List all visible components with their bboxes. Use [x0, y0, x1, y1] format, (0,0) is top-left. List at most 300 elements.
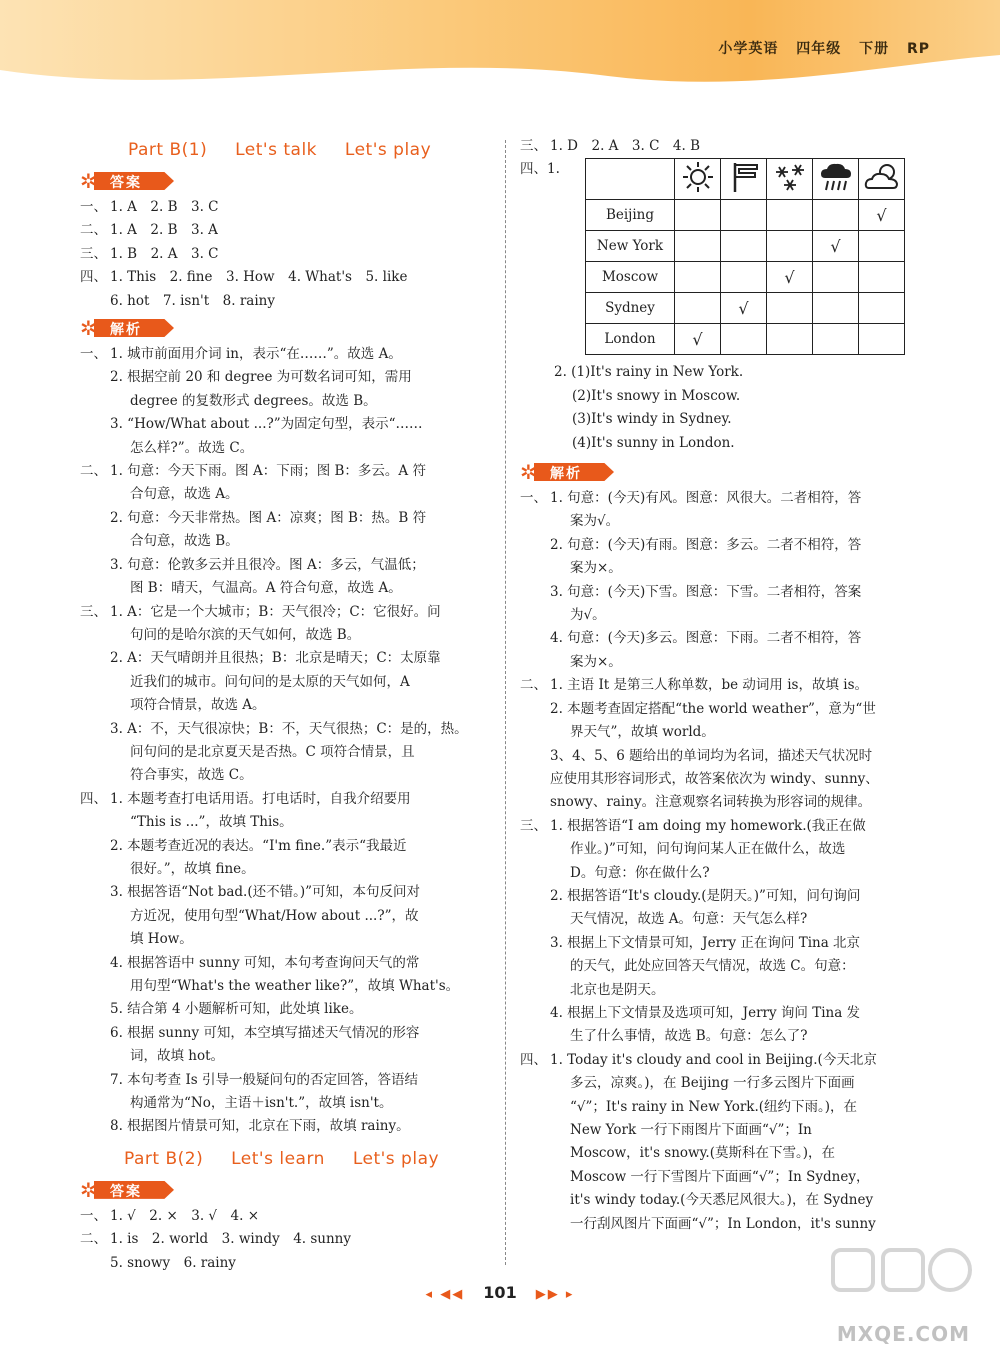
weather-cell	[859, 262, 905, 293]
line-text: 3. 根据上下文情景可知，Jerry 正在询问 Tina 北京	[550, 934, 861, 951]
line-text: 问句问的是北京夏天是否热。C 项符合情景，且	[130, 743, 415, 760]
text-line	[520, 1166, 935, 1189]
line-text: 案为×。	[570, 653, 622, 670]
grade-label: 四年级	[796, 41, 842, 57]
text-line	[80, 266, 495, 289]
line-text: it's windy today.(今天悉尼风很大。)，在 Sydney	[570, 1192, 874, 1209]
section-label: 一、	[80, 199, 107, 215]
text-line	[520, 1213, 935, 1236]
line-text: 北京也是阴天。	[570, 981, 665, 998]
text-line	[520, 698, 935, 721]
line-text: 2. A：天气晴朗并且很热；B：北京是晴天；C：太原靠	[110, 650, 441, 667]
section-label	[80, 975, 110, 998]
subject-label: 小学英语	[718, 41, 779, 57]
text-line	[80, 219, 495, 242]
section-label	[80, 624, 110, 647]
weather-cell	[767, 293, 813, 324]
table-row	[586, 324, 905, 355]
line-text: 7. 本句考查 Is 引导一般疑问句的否定回答，答语结	[110, 1071, 419, 1088]
section-label: 四、	[80, 269, 107, 286]
weather-cell	[767, 200, 813, 231]
text-line	[520, 791, 935, 814]
line-text: 天气情况，故选 A。句意：天气怎么样?	[570, 911, 808, 928]
sunny-icon	[675, 159, 721, 200]
weather-cell	[675, 324, 721, 355]
page-number: 101	[483, 1283, 517, 1302]
section-label	[80, 483, 110, 506]
weather-cell	[813, 324, 859, 355]
section-label	[520, 1189, 550, 1212]
line-text: 2. 本题考查近况的表达。“I'm fine.”表示“我最近	[110, 837, 407, 854]
line-text: 图 B：晴天，气温高。A 符合句意，故选 A。	[130, 580, 402, 597]
section-label	[80, 577, 110, 600]
line-text: 多云，凉爽。)，在 Beijing 一行多云图片下面画	[570, 1075, 855, 1092]
answer-line: (4)It's sunny in London.	[572, 434, 735, 451]
text-line	[520, 651, 935, 674]
section-label: 四、	[520, 1051, 547, 1068]
table-row	[586, 262, 905, 293]
line-text: 2. 根据空前 20 和 degree 为可数名词可知，需用	[110, 369, 412, 386]
section-label	[520, 510, 550, 533]
section-label	[80, 671, 110, 694]
text-line	[80, 1205, 495, 1228]
text-line	[520, 627, 935, 650]
table-row	[586, 200, 905, 231]
rainy-icon	[813, 159, 859, 200]
line-text: 2. 根据答语“It's cloudy.(是阴天。)”可知，问句询问	[550, 887, 861, 904]
section-label	[520, 1119, 550, 1142]
text-line	[520, 534, 935, 557]
tag-icon: ✲	[520, 460, 537, 485]
section-label	[520, 1072, 550, 1095]
column-divider	[505, 140, 506, 1265]
line-text: New York 一行下雨图片下面画“√”；In	[570, 1122, 812, 1138]
check-mark: √	[738, 298, 749, 318]
text-line	[520, 838, 935, 861]
section-label	[80, 647, 110, 670]
line-text: 合句意，故选 A。	[130, 486, 239, 503]
text-line	[520, 955, 935, 978]
text-line	[80, 1115, 495, 1138]
line-text: 1. B 2. A 3. C	[110, 245, 219, 262]
answer-tag: ✲ 答案	[80, 170, 112, 192]
answers-b1	[80, 196, 495, 313]
section-label	[80, 1092, 110, 1115]
line-text: 5. snowy 6. rainy	[110, 1254, 236, 1271]
section-label	[520, 1025, 550, 1048]
section-label: 一、	[80, 346, 107, 363]
line-text: 6. hot 7. isn't 8. rainy	[110, 292, 275, 309]
weather-cell	[813, 231, 859, 262]
weather-cell	[859, 231, 905, 262]
text-line	[80, 1252, 495, 1275]
text-line	[80, 952, 495, 975]
city-cell: Moscow	[586, 262, 675, 293]
line-text: 界天气”，故填 world。	[570, 724, 715, 741]
text-line	[80, 694, 495, 717]
text-line	[520, 908, 935, 931]
banner-wave	[0, 50, 1000, 110]
text-line	[520, 885, 935, 908]
tag-icon: ✲	[80, 169, 97, 193]
prev-arrows: ◂ ◀◀	[425, 1287, 465, 1302]
line-text: 用句型“What's the weather like?”，故填 What's。	[130, 978, 460, 994]
section-label	[520, 955, 550, 978]
section-label: 四、	[80, 790, 107, 807]
text-line	[80, 1022, 495, 1045]
weather-cell	[675, 231, 721, 262]
section-label	[520, 885, 550, 908]
text-line	[80, 624, 495, 647]
weather-cell	[721, 324, 767, 355]
section-label	[80, 290, 110, 313]
text-line	[80, 343, 495, 366]
text-line	[80, 530, 495, 553]
text-line	[80, 366, 495, 389]
line-text: 1. √ 2. × 3. √ 4. ×	[110, 1207, 260, 1224]
text-line	[520, 1096, 935, 1119]
windy-icon	[721, 159, 767, 200]
text-line	[80, 764, 495, 787]
text-line	[80, 788, 495, 811]
section-label	[80, 1022, 110, 1045]
weather-cell	[767, 231, 813, 262]
watermark-text: MXQE.COM	[836, 1322, 970, 1346]
line-text: 2. 句意：(今天)有雨。图意：多云。二者不相符，答	[550, 536, 862, 553]
text-line	[520, 862, 935, 885]
weather-cell	[859, 200, 905, 231]
text-line	[80, 243, 495, 266]
text-line	[80, 577, 495, 600]
section-label	[80, 1115, 110, 1138]
line-text: 1. 句意：今天下雨。图 A：下雨；图 B：多云。A 符	[110, 463, 426, 480]
line-text: 1. 主语 It 是第三人称单数，be 动词用 is，故填 is。	[550, 677, 869, 694]
weather-cell	[859, 293, 905, 324]
line-text: 2. 本题考查固定搭配“the world weather”，意为“世	[550, 700, 876, 717]
text-line	[80, 196, 495, 219]
city-cell: London	[586, 324, 675, 355]
line-text: 句问的是哈尔滨的天气如何，故选 B。	[130, 626, 361, 643]
text-line	[520, 581, 935, 604]
line-text: 近我们的城市。问句问的是太原的天气如何，A	[130, 673, 410, 690]
weather-cell	[813, 200, 859, 231]
section-label	[80, 928, 110, 951]
text-line	[80, 647, 495, 670]
section-label	[520, 908, 550, 931]
line-text: 生了什么事情，故选 B。句意：怎么了?	[570, 1028, 808, 1045]
text-line	[80, 811, 495, 834]
line-text: 1. A 2. B 3. C	[110, 199, 219, 215]
section-label	[520, 534, 550, 557]
icon-row	[586, 159, 905, 200]
section-label	[520, 1002, 550, 1025]
text-line	[520, 135, 935, 158]
section-label: 三、	[520, 817, 547, 834]
line-text: 方近况，使用句型“What/How about ...?”，故	[130, 907, 419, 924]
text-line	[520, 1119, 935, 1142]
text-line	[80, 290, 495, 313]
section-label	[520, 768, 550, 791]
text-line	[80, 507, 495, 530]
line-text: 合句意，故选 B。	[130, 533, 239, 550]
section-label	[80, 764, 110, 787]
part-title-play: Let's play	[352, 1148, 440, 1169]
line-text: 1. 城市前面用介词 in，表示“在……”。故选 A。	[110, 346, 402, 363]
analysis-right	[520, 487, 935, 1236]
section-label: 三、	[80, 245, 107, 262]
part-b1-title	[128, 140, 495, 160]
line-text: 1. 句意：(今天)有风。图意：风很大。二者相符，答	[550, 490, 862, 507]
line-text: snowy、rainy。注意观察名词转换为形容词的规律。	[550, 794, 872, 811]
text-line	[520, 745, 935, 768]
line-text: 符合事实，故选 C。	[130, 767, 253, 784]
text-line	[520, 557, 935, 580]
line-text: 1. A：它是一个大城市；B：天气很冷；C：它很好。问	[110, 603, 441, 620]
weather-cell	[721, 293, 767, 324]
line-text: 1. is 2. world 3. windy 4. sunny	[110, 1231, 352, 1248]
table-label: 四、1.	[520, 161, 560, 178]
text-line	[520, 815, 935, 838]
section-label	[520, 1096, 550, 1119]
line-text: 填 How。	[130, 931, 193, 948]
section-label	[80, 905, 110, 928]
section-label	[520, 698, 550, 721]
part-b2-title	[124, 1149, 495, 1169]
header-info	[706, 38, 930, 58]
part-title-part: Part B(1)	[128, 140, 208, 160]
text-line	[80, 881, 495, 904]
text-line	[80, 905, 495, 928]
text-line	[520, 932, 935, 955]
weather-cell	[675, 293, 721, 324]
section-label: 三、	[520, 138, 547, 154]
analysis-tag: ✲ 解析	[80, 317, 112, 339]
line-text: “This is ...”，故填 This。	[130, 814, 293, 831]
text-line	[80, 858, 495, 881]
section-label	[80, 554, 110, 577]
line-text: 1. A 2. B 3. A	[110, 222, 218, 239]
text-line	[520, 1049, 935, 1072]
analysis-b1	[80, 343, 495, 1139]
line-text: 3. 句意：伦敦多云并且很冷。图 A：多云，气温低；	[110, 556, 425, 573]
empty-corner	[586, 159, 675, 200]
line-text: 案为×。	[570, 560, 622, 577]
answers-b2	[80, 1205, 495, 1275]
section-label	[80, 507, 110, 530]
section-label	[520, 862, 550, 885]
line-text: 1. This 2. fine 3. How 4. What's 5. like	[110, 269, 408, 286]
section-label	[80, 694, 110, 717]
section-label	[80, 741, 110, 764]
section-label	[520, 1166, 550, 1189]
answer-line: (2)It's snowy in Moscow.	[572, 387, 741, 404]
text-line	[80, 998, 495, 1021]
text-line	[80, 554, 495, 577]
section-label	[520, 651, 550, 674]
check-mark: √	[830, 236, 841, 256]
text-line	[80, 1045, 495, 1068]
line-text: 6. 根据 sunny 可知，本空填写描述天气情况的形容	[110, 1024, 420, 1041]
next-arrows: ▶▶ ▸	[535, 1287, 575, 1302]
section-label	[520, 791, 550, 814]
line-text: 3. 句意：(今天)下雪。图意：下雪。二者相符，答案	[550, 583, 862, 600]
line-text: 一行刮风图片下面画“√”；In London，it's sunny	[570, 1215, 876, 1232]
section-label	[80, 530, 110, 553]
line-text: 1. 根据答语“I am doing my homework.(我正在做	[550, 817, 866, 834]
line-text: Moscow，it's snowy.(莫斯科在下雪。)，在	[570, 1145, 836, 1162]
section-label	[520, 604, 550, 627]
line-text: 很好。”，故填 fine。	[130, 860, 255, 877]
line-text: 3. “How/What about ...?”为固定句型，表示“……	[110, 416, 423, 433]
check-mark: √	[876, 205, 887, 225]
line-text: 3、4、5、6 题给出的单词均为名词，描述天气状况时	[550, 747, 873, 764]
line-text: 4. 句意：(今天)多云。图意：下雨。二者不相符，答	[550, 630, 862, 647]
line-text: 为√。	[570, 607, 606, 624]
text-line	[80, 601, 495, 624]
section-label	[80, 952, 110, 975]
answer-tag: ✲ 答案	[80, 1179, 112, 1201]
weather-cell	[859, 324, 905, 355]
text-line	[80, 928, 495, 951]
section-label	[520, 1213, 550, 1236]
section-label	[80, 390, 110, 413]
weather-cell	[721, 262, 767, 293]
line-text: Moscow 一行下雪图片下面画“√”；In Sydney，	[570, 1168, 870, 1185]
section-label	[80, 1252, 110, 1275]
text-line	[80, 718, 495, 741]
edition-label: RP	[906, 41, 930, 57]
section-label: 二、	[80, 222, 107, 239]
answers-after-table	[520, 361, 935, 455]
weather-cell	[721, 231, 767, 262]
text-line	[80, 437, 495, 460]
text-line	[80, 1228, 495, 1251]
line-text: 3. A：不，天气很凉快；B：不，天气很热；C：是的，热。	[110, 720, 468, 737]
text-line	[80, 1069, 495, 1092]
line-text: 4. 根据答语中 sunny 可知，本句考查询问天气的常	[110, 954, 420, 971]
text-line	[520, 768, 935, 791]
line-text: 3. 根据答语“Not bad.(还不错。)”可知，本句反问对	[110, 884, 421, 901]
line-text: degree 的复数形式 degrees。故选 B。	[130, 392, 377, 409]
city-cell: Beijing	[586, 200, 675, 231]
section-label	[520, 557, 550, 580]
line-text: 应使用其形容词形式，故答案依次为 windy、sunny、	[550, 770, 879, 787]
section-label	[520, 1142, 550, 1165]
answer-line: (3)It's windy in Sydney.	[572, 411, 732, 428]
text-line	[80, 835, 495, 858]
weather-cell	[675, 200, 721, 231]
weather-cell	[767, 324, 813, 355]
weather-cell	[813, 293, 859, 324]
text-line	[520, 604, 935, 627]
line-text: 1. D 2. A 3. C 4. B	[550, 138, 701, 154]
section-label	[80, 718, 110, 741]
text-line	[520, 1002, 935, 1025]
text-line	[520, 510, 935, 533]
weather-cell	[767, 262, 813, 293]
section-label	[80, 366, 110, 389]
part-title-part: Part B(2)	[124, 1148, 204, 1169]
section-label	[80, 1045, 110, 1068]
right-column	[520, 135, 935, 1236]
section-label: 三、	[80, 603, 107, 620]
part-title-learn: Let's learn	[231, 1148, 325, 1169]
section-label: 一、	[520, 490, 547, 507]
text-line	[80, 975, 495, 998]
section-label	[80, 1069, 110, 1092]
weather-table	[585, 158, 905, 355]
weather-cell	[721, 200, 767, 231]
city-cell: Sydney	[586, 293, 675, 324]
section-label: 二、	[80, 463, 107, 480]
section-label	[80, 858, 110, 881]
section-label	[520, 581, 550, 604]
line-text: 1. 本题考查打电话用语。打电话时，自我介绍要用	[110, 790, 411, 807]
section-label	[520, 721, 550, 744]
weather-cell	[813, 262, 859, 293]
line-text: 的天气，此处应回答天气情况，故选 C。句意：	[570, 958, 855, 975]
section-label	[520, 745, 550, 768]
weather-cell	[675, 262, 721, 293]
answers-top	[520, 135, 935, 158]
section-label	[80, 413, 110, 436]
section-label	[80, 437, 110, 460]
text-line	[80, 413, 495, 436]
text-line	[80, 671, 495, 694]
text-line	[520, 1025, 935, 1048]
table-block	[520, 158, 935, 355]
text-line	[80, 460, 495, 483]
text-line	[520, 674, 935, 697]
snowy-icon	[767, 159, 813, 200]
table-row	[586, 231, 905, 262]
volume-label: 下册	[859, 41, 890, 57]
line-text: 项符合情景，故选 A。	[130, 697, 266, 714]
line-text: 8. 根据图片情景可知，北京在下雨，故填 rainy。	[110, 1118, 410, 1135]
cloudy-icon	[859, 159, 905, 200]
line-text: 2. 句意：今天非常热。图 A：凉爽；图 B：热。B 符	[110, 509, 427, 526]
section-label	[520, 627, 550, 650]
section-label	[80, 835, 110, 858]
analysis-tag: ✲ 解析	[520, 461, 552, 483]
text-line	[80, 1092, 495, 1115]
text-line	[80, 390, 495, 413]
text-line	[80, 741, 495, 764]
section-label: 二、	[80, 1231, 107, 1248]
part-title-talk: Let's talk	[235, 140, 318, 160]
section-label	[80, 811, 110, 834]
section-label	[520, 932, 550, 955]
line-text: 1. Today it's cloudy and cool in Beijing.(今天北京	[550, 1051, 877, 1068]
line-text: 构通常为“No，主语＋isn't.”，故填 isn't。	[130, 1095, 393, 1112]
section-label	[80, 998, 110, 1021]
line-text: 5. 结合第 4 小题解析可知，此处填 like。	[110, 1001, 363, 1018]
section-label	[80, 881, 110, 904]
table-row	[586, 293, 905, 324]
left-column	[80, 135, 495, 1275]
city-cell: New York	[586, 231, 675, 262]
text-line	[80, 483, 495, 506]
text-line	[520, 979, 935, 1002]
section-label: 一、	[80, 1207, 107, 1224]
text-line	[520, 721, 935, 744]
check-mark: √	[784, 267, 795, 287]
line-text: 词，故填 hot。	[130, 1048, 225, 1065]
text-line	[520, 487, 935, 510]
line-text: “√”；It's rainy in New York.(纽约下雨。)，在	[570, 1098, 858, 1115]
text-line	[520, 1072, 935, 1095]
line-text: 案为√。	[570, 513, 620, 530]
